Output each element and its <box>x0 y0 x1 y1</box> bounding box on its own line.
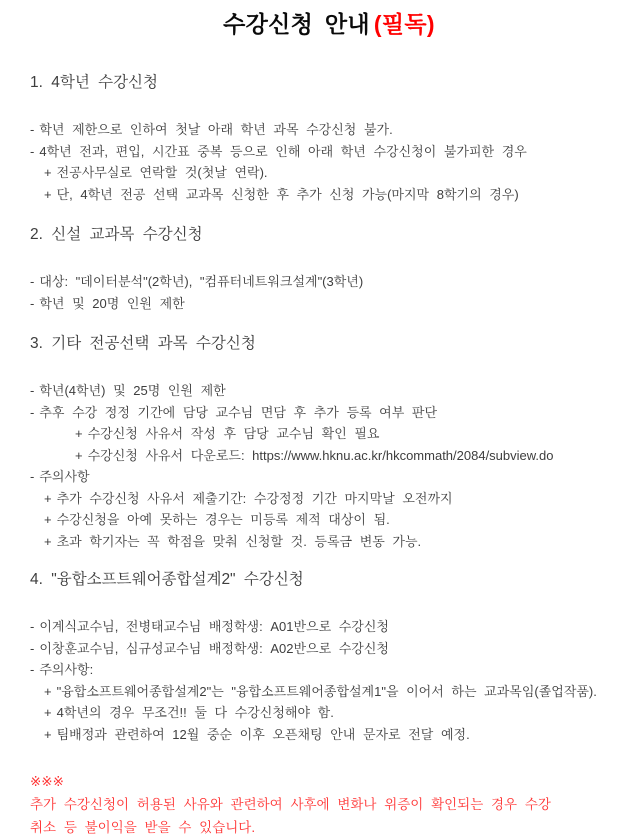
list-item-text: 학년 및 20명 인원 제한 <box>39 295 185 311</box>
list-item-marker: - <box>30 619 35 634</box>
section-heading: 3. 기타 전공선택 과목 수강신청 <box>30 335 256 352</box>
notice-section <box>30 73 628 205</box>
list-item-text: 학년(4학년) 및 25명 인원 제한 <box>39 383 226 398</box>
list-item-text: 이창훈교수님, 심규성교수님 배정학생: A02반으로 수강신청 <box>39 640 389 656</box>
list-item-text: 4학년 전과, 편입, 시간표 중복 등으로 인해 아래 학년 수강신청이 불가피한 경우 <box>39 143 527 159</box>
list-item-text: 이계식교수님, 전병태교수님 배정학생: A01반으로 수강신청 <box>39 619 389 634</box>
list-item-marker: + <box>44 186 52 202</box>
list-item-marker: + <box>44 726 52 742</box>
list-item-marker: - <box>30 404 35 420</box>
section-heading: 4. "융합소프트웨어종합설계2" 수강신청 <box>30 571 304 588</box>
list-item-text: 추후 수강 정정 기간에 담당 교수님 면담 후 추가 등록 여부 판단 <box>39 404 438 420</box>
list-item <box>30 119 628 141</box>
list-item <box>44 724 628 746</box>
list-item-marker: - <box>30 274 35 289</box>
list-item <box>30 402 628 424</box>
page-title <box>30 8 628 40</box>
list-item-text: 대상: "데이터분석"(2학년), "컴퓨터네트워크설계"(3학년) <box>39 274 364 289</box>
list-item <box>30 141 628 163</box>
footer-reference-marks: ※※※ <box>30 774 64 789</box>
list-item-marker: + <box>75 426 83 441</box>
list-item-marker: - <box>30 383 35 398</box>
list-item <box>44 509 628 531</box>
list-item-marker: - <box>30 122 35 137</box>
page-title-highlight: (필독) <box>373 11 435 37</box>
notice-section <box>30 570 628 745</box>
list-item-text: 수강신청 사유서 작성 후 담당 교수님 확인 필요 <box>87 426 380 441</box>
section-heading: 1. 4학년 수강신청 <box>30 74 158 91</box>
footer-warning <box>30 770 628 839</box>
list-item <box>30 466 628 488</box>
list-item-marker: + <box>75 447 83 463</box>
list-item <box>44 702 628 724</box>
list-item-text: 수강신청을 아예 못하는 경우는 미등록 제적 대상이 됨. <box>56 512 390 527</box>
list-item <box>44 162 628 184</box>
list-item-text: 단, 4학년 전공 선택 교과목 신청한 후 추가 신청 가능(마지막 8학기의 경우) <box>56 186 519 202</box>
notice-section <box>30 334 628 552</box>
list-item-text: 주의사항: <box>39 662 94 677</box>
list-item-text: 수강신청 사유서 다운로드: https://www.hknu.ac.kr/hkcommath/2084/subview.do <box>87 447 554 463</box>
list-item-text: 팀배정과 관련하여 12월 중순 이후 오픈채팅 안내 문자로 전달 예정. <box>56 726 470 742</box>
list-item-marker: + <box>44 165 52 180</box>
list-item <box>30 293 628 315</box>
list-item-text: 4학년의 경우 무조건!! 둘 다 수강신청해야 함. <box>56 705 334 720</box>
list-item <box>44 531 628 553</box>
list-item <box>30 380 628 402</box>
list-item-marker: + <box>44 533 52 549</box>
list-item <box>30 271 628 293</box>
list-item <box>75 445 628 467</box>
sections-container <box>30 73 628 745</box>
list-item-marker: - <box>30 469 35 484</box>
notice-section <box>30 225 628 314</box>
list-item <box>30 616 628 638</box>
list-item-marker: - <box>30 143 35 159</box>
list-item-text: 초과 학기자는 꼭 학점을 맞춰 신청할 것. 등록금 변동 가능. <box>56 533 422 549</box>
list-item-text: 추가 수강신청 사유서 제출기간: 수강정정 기간 마지막날 오전까지 <box>56 490 453 506</box>
list-item <box>44 184 628 206</box>
list-item <box>44 681 628 703</box>
section-heading: 2. 신설 교과목 수강신청 <box>30 226 203 243</box>
list-item <box>30 638 628 660</box>
list-item-marker: + <box>44 683 52 699</box>
page-title-main: 수강신청 안내 <box>223 11 370 37</box>
list-item-text: 전공사무실로 연락할 것(첫날 연락). <box>56 165 268 180</box>
list-item-text: 학년 제한으로 인하여 첫날 아래 학년 과목 수강신청 불가. <box>39 122 393 137</box>
list-item <box>30 659 628 681</box>
list-item-marker: - <box>30 640 35 656</box>
list-item-marker: + <box>44 705 52 720</box>
list-item <box>44 488 628 510</box>
list-item-marker: + <box>44 490 52 506</box>
list-item <box>75 423 628 445</box>
footer-warning-line: 추가 수강신청이 허용된 사유와 관련하여 사후에 변화나 위증이 확인되는 경우 수강 <box>30 797 551 812</box>
list-item-text: 주의사항 <box>39 469 90 484</box>
footer-warning-line: 취소 등 불이익을 받을 수 있습니다. <box>30 820 256 835</box>
list-item-marker: - <box>30 295 35 311</box>
list-item-marker: - <box>30 662 35 677</box>
list-item-marker: + <box>44 512 52 527</box>
list-item-text: "융합소프트웨어종합설계2"는 "융합소프트웨어종합설계1"을 이어서 하는 교과목임(졸업작품). <box>56 683 597 699</box>
